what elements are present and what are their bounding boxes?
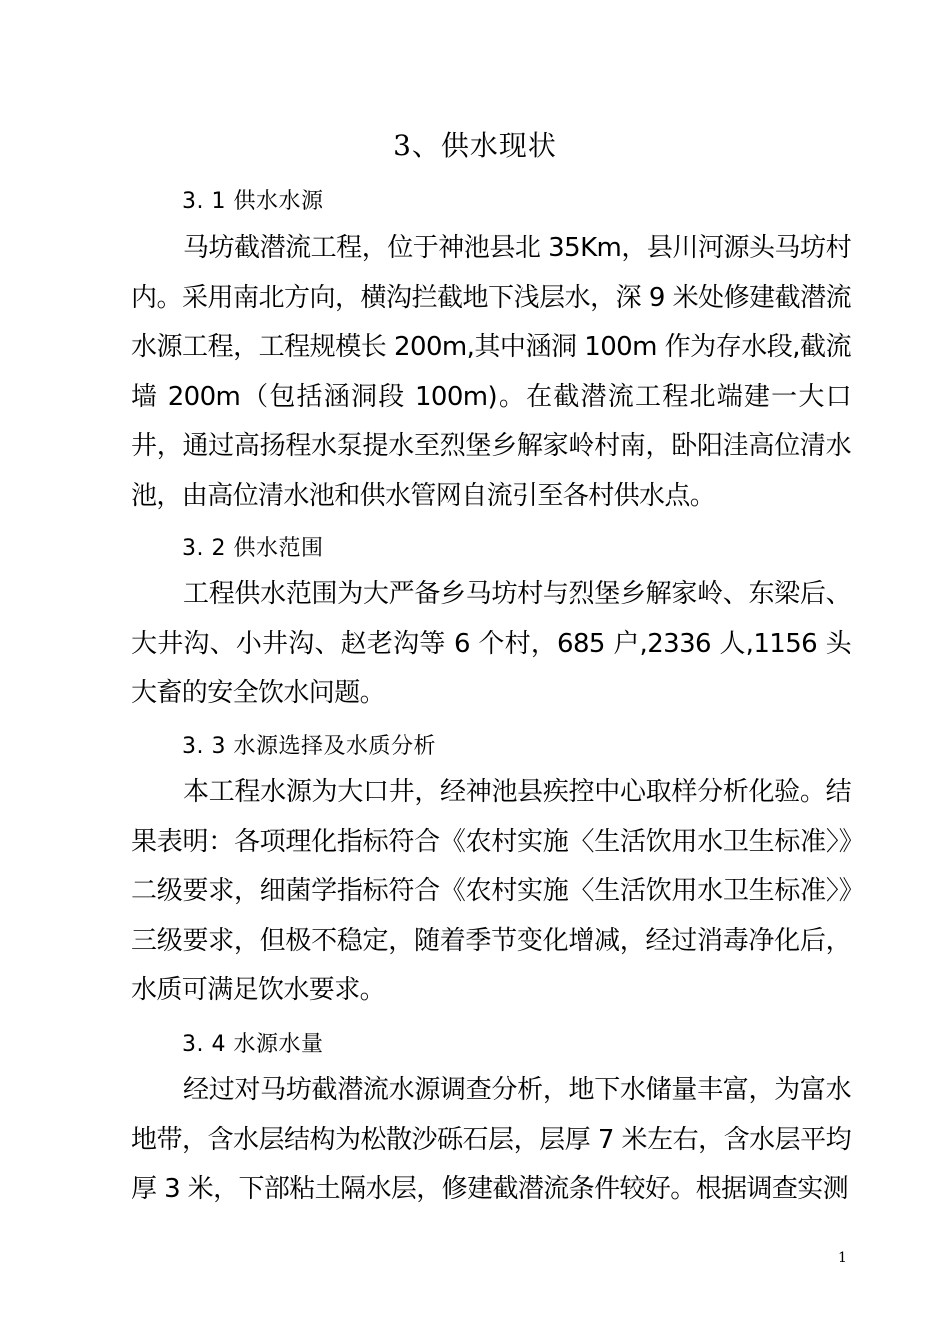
section-body-water-quantity: 经过对马坊截潜流水源调查分析，地下水储量丰富，为富水地带，含水层结构为松散沙砾石层，层厚 7 米左右，含水层平均厚 3 米，下部粘土隔水层，修建截潜流条件较好。根据调查实测 (131, 1075, 851, 1204)
page-number: 1 (838, 1250, 847, 1266)
section-body-supply-range: 工程供水范围为大严备乡马坊村与烈堡乡解家岭、东梁后、大井沟、小井沟、赵老沟等 6 个村，685 户,2336 人,1156 头大畜的安全饮水问题。 (131, 579, 851, 708)
section-body-water-source: 马坊截潜流工程，位于神池县北 35Km，县川河源头马坊村内。采用南北方向，横沟拦截地下浅层水，深 9 米处修建截潜流水源工程，工程规模长 200m,其中涵洞 100m 作为存水段,截流墙 200m（包括涵洞段 100m)。在截潜流工程北端建一大口井，通过高扬程水泵提水至烈堡乡解家岭村南，卧阳洼高位清水池，由高位清水池和供水管网自流引至各村供水点。 (131, 233, 851, 511)
page-title: 3、供水现状 (393, 129, 557, 162)
section-heading-supply-range: 3. 2 供水范围 (182, 536, 324, 561)
section-heading-water-quantity: 3. 4 水源水量 (182, 1032, 324, 1057)
section-heading-water-source: 3. 1 供水水源 (182, 189, 324, 214)
section-body-water-quality: 本工程水源为大口井，经神池县疾控中心取样分析化验。结果表明：各项理化指标符合《农村实施〈生活饮用水卫生标准〉》二级要求，细菌学指标符合《农村实施〈生活饮用水卫生标准〉》三级要求，但极不稳定，随着季节变化增减，经过消毒净化后，水质可满足饮水要求。 (131, 777, 851, 1005)
section-heading-water-quality: 3. 3 水源选择及水质分析 (182, 734, 436, 759)
